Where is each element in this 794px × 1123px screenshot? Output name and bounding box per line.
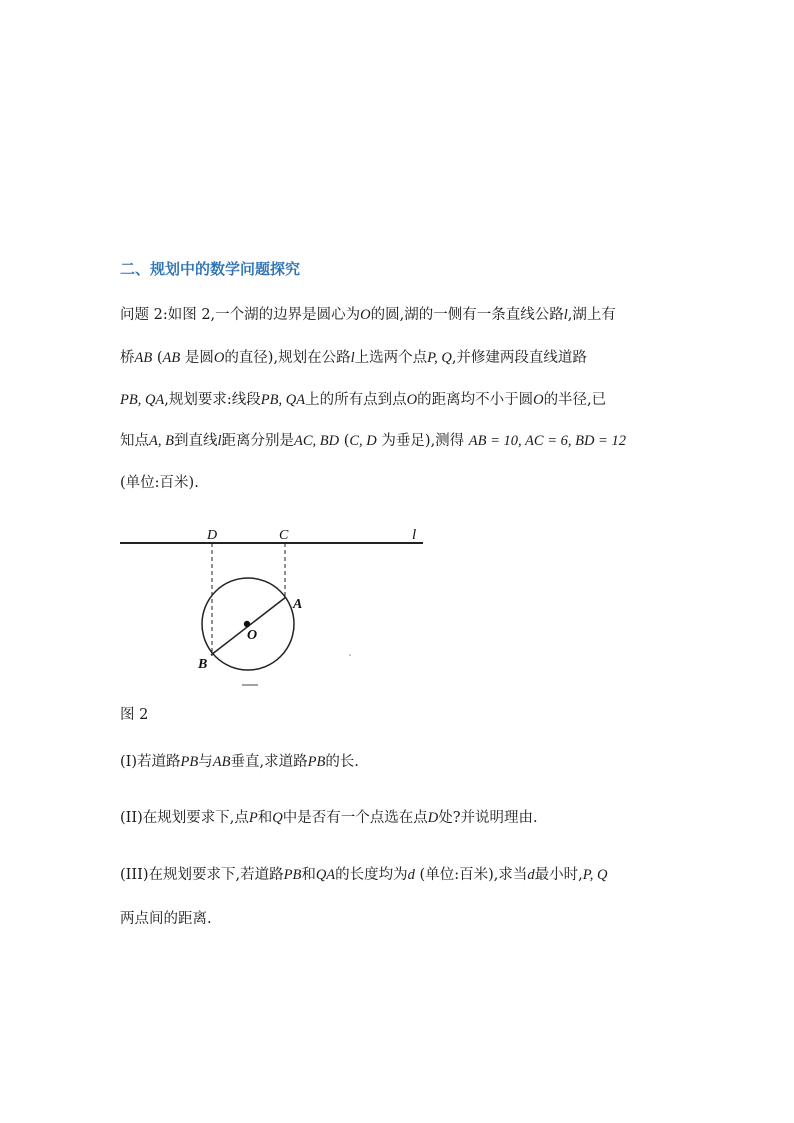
figure-2-diagram [118, 520, 428, 688]
problem-line-2: 桥AB (AB 是圆O的直径),规划在公路l上选两个点P, Q,并修建两段直线道路 [120, 350, 587, 366]
question-3-line-2: 两点间的距离. [120, 911, 212, 927]
section-heading: 二、规划中的数学问题探究 [120, 260, 301, 278]
question-2: (II)在规划要求下,点P和Q中是否有一个点选在点D处?并说明理由. [120, 810, 538, 826]
question-1: (I)若道路PB与AB垂直,求道路PB的长. [120, 754, 359, 770]
question-3-line-1: (III)在规划要求下,若道路PB和QA的长度均为d (单位:百米),求当d最小时,P, Q [120, 867, 608, 883]
figure-caption: 图 2 [120, 707, 149, 723]
scan-speck [349, 654, 351, 656]
center-point-O [244, 621, 250, 627]
problem-line-5: (单位:百米). [120, 475, 199, 491]
label-D: D [207, 528, 218, 543]
problem-line-1: 问题 2:如图 2,一个湖的边界是圆心为O的圆,湖的一侧有一条直线公路l,湖上有 [120, 307, 616, 323]
label-C: C [279, 528, 289, 543]
label-A: A [293, 597, 303, 612]
label-B: B [198, 657, 208, 672]
problem-line-4: 知点A, B到直线l距离分别是AC, BD (C, D 为垂足),测得 AB = 10, AC = 6, BD = 12 [120, 433, 626, 449]
problem-line-3: PB, QA,规划要求:线段PB, QA上的所有点到点O的距离均不小于圆O的半径,已 [120, 392, 607, 408]
label-l: l [412, 527, 417, 543]
label-O: O [247, 628, 258, 643]
